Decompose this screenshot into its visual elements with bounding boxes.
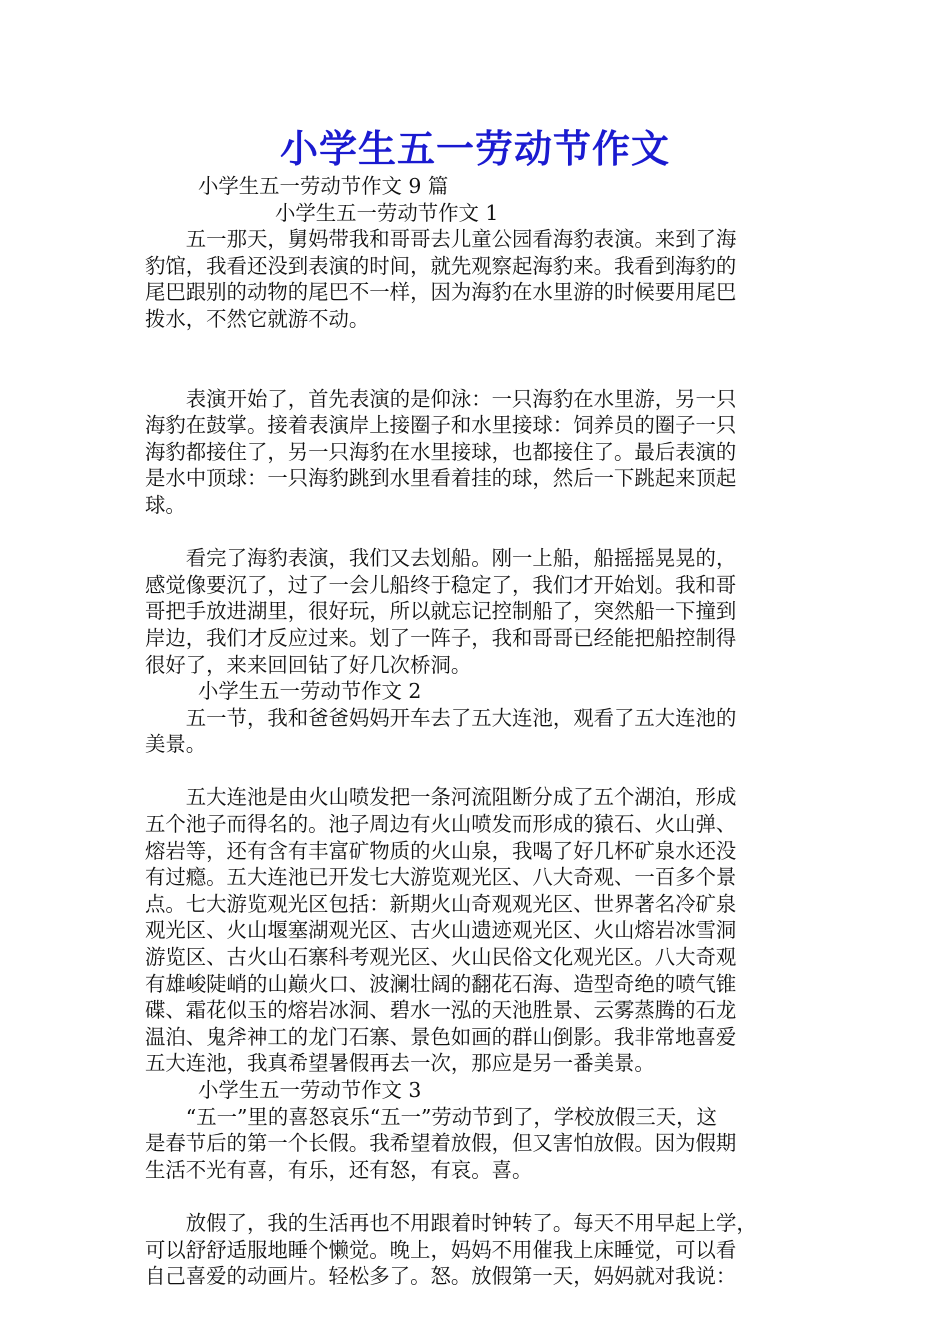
collection-subtitle: 小学生五一劳动节作文 9 篇 [198, 174, 449, 198]
paragraph-line: 是春节后的第一个长假。我希望着放假，但又害怕放假。因为假期 [145, 1131, 737, 1156]
paragraph-line: 很好了，来来回回钻了好几次桥洞。 [145, 652, 472, 677]
paragraph-line: 有过瘾。五大连池已开发七大游览观光区、八大奇观、一百多个景 [145, 865, 737, 890]
essay-1-paragraph-3 [145, 545, 810, 678]
essay-2-paragraph-1 [145, 705, 810, 758]
paragraph-line: 碟、霜花似玉的熔岩冰洞、碧水一泓的天池胜景、云雾蒸腾的石龙 [145, 998, 737, 1023]
paragraph-line: 看完了海豹表演，我们又去划船。刚一上船，船摇摇晃晃的， [185, 546, 737, 571]
paragraph-line: 表演开始了，首先表演的是仰泳：一只海豹在水里游，另一只 [185, 386, 737, 411]
paragraph-line: 豹馆，我看还没到表演的时间，就先观察起海豹来。我看到海豹的 [145, 253, 737, 278]
paragraph-spacer [145, 333, 810, 386]
paragraph-spacer [145, 519, 810, 546]
essay-2-paragraph-2 [145, 784, 810, 1077]
paragraph-line: 拨水，不然它就游不动。 [145, 306, 370, 331]
paragraph-line: 点。七大游览观光区包括：新期火山奇观观光区、世界著名冷矿泉 [145, 891, 737, 916]
essay-1-heading: 小学生五一劳动节作文 1 [275, 200, 499, 225]
essay-3-paragraph-2 [145, 1210, 810, 1290]
paragraph-line: 游览区、古火山石寨科考观光区、火山民俗文化观光区。八大奇观 [145, 945, 737, 970]
paragraph-line: 有雄峻陡峭的山巅火口、波澜壮阔的翻花石海、造型奇绝的喷气锥 [145, 971, 737, 996]
paragraph-line: 观光区、火山堰塞湖观光区、古火山遗迹观光区、火山熔岩冰雪洞 [145, 918, 737, 943]
paragraph-spacer [145, 1183, 810, 1210]
paragraph-line: 海豹都接住了，另一只海豹在水里接球，也都接住了。最后表演的 [145, 439, 737, 464]
paragraph-line: 球。 [145, 492, 186, 517]
paragraph-line: 可以舒舒适服地睡个懒觉。晚上，妈妈不用催我上床睡觉，可以看 [145, 1237, 737, 1262]
paragraph-line: 感觉像要沉了，过了一会儿船终于稳定了，我们才开始划。我和哥 [145, 572, 737, 597]
essay-1-paragraph-1 [145, 226, 810, 332]
paragraph-line: 哥把手放进湖里，很好玩，所以就忘记控制船了，突然船一下撞到 [145, 599, 737, 624]
paragraph-line: 五一节，我和爸爸妈妈开车去了五大连池，观看了五大连池的 [185, 705, 737, 730]
essay-2-heading: 小学生五一劳动节作文 2 [198, 679, 422, 704]
paragraph-line: 五大连池，我真希望暑假再去一次，那应是另一番美景。 [145, 1051, 655, 1076]
essay-3-heading: 小学生五一劳动节作文 3 [198, 1078, 422, 1102]
document-body [145, 173, 810, 1290]
paragraph-line: 美景。 [145, 732, 207, 757]
paragraph-line: 生活不光有喜，有乐，还有怒，有哀。喜。 [145, 1157, 533, 1182]
essay-1-paragraph-2 [145, 386, 810, 519]
paragraph-line: 五一那天，舅妈带我和哥哥去儿童公园看海豹表演。来到了海 [185, 227, 737, 252]
essay-3-paragraph-1 [145, 1104, 810, 1184]
paragraph-line: 放假了，我的生活再也不用跟着时钟转了。每天不用早起上学， [185, 1210, 757, 1235]
paragraph-line: 尾巴跟别的动物的尾巴不一样，因为海豹在水里游的时候要用尾巴 [145, 280, 737, 305]
paragraph-line: 海豹在鼓掌。接着表演岸上接圈子和水里接球：饲养员的圈子一只 [145, 413, 737, 438]
paragraph-line: 温泊、鬼斧神工的龙门石寨、景色如画的群山倒影。我非常地喜爱 [145, 1024, 737, 1049]
paragraph-spacer [145, 758, 810, 785]
document-title: 小学生五一劳动节作文 [279, 127, 670, 171]
paragraph-line: “五一”里的喜怒哀乐“五一”劳动节到了，学校放假三天，这 [185, 1104, 717, 1129]
paragraph-line: 自己喜爱的动画片。轻松多了。怒。放假第一天，妈妈就对我说： [145, 1264, 737, 1289]
paragraph-line: 是水中顶球：一只海豹跳到水里看着挂的球，然后一下跳起来顶起 [145, 466, 737, 491]
paragraph-line: 岸边，我们才反应过来。划了一阵子，我和哥哥已经能把船控制得 [145, 625, 737, 650]
paragraph-line: 五大连池是由火山喷发把一条河流阻断分成了五个湖泊，形成 [185, 785, 737, 810]
paragraph-line: 五个池子而得名的。池子周边有火山喷发而形成的猿石、火山弹、 [145, 812, 737, 837]
paragraph-line: 熔岩等，还有含有丰富矿物质的火山泉，我喝了好几杯矿泉水还没 [145, 838, 737, 863]
